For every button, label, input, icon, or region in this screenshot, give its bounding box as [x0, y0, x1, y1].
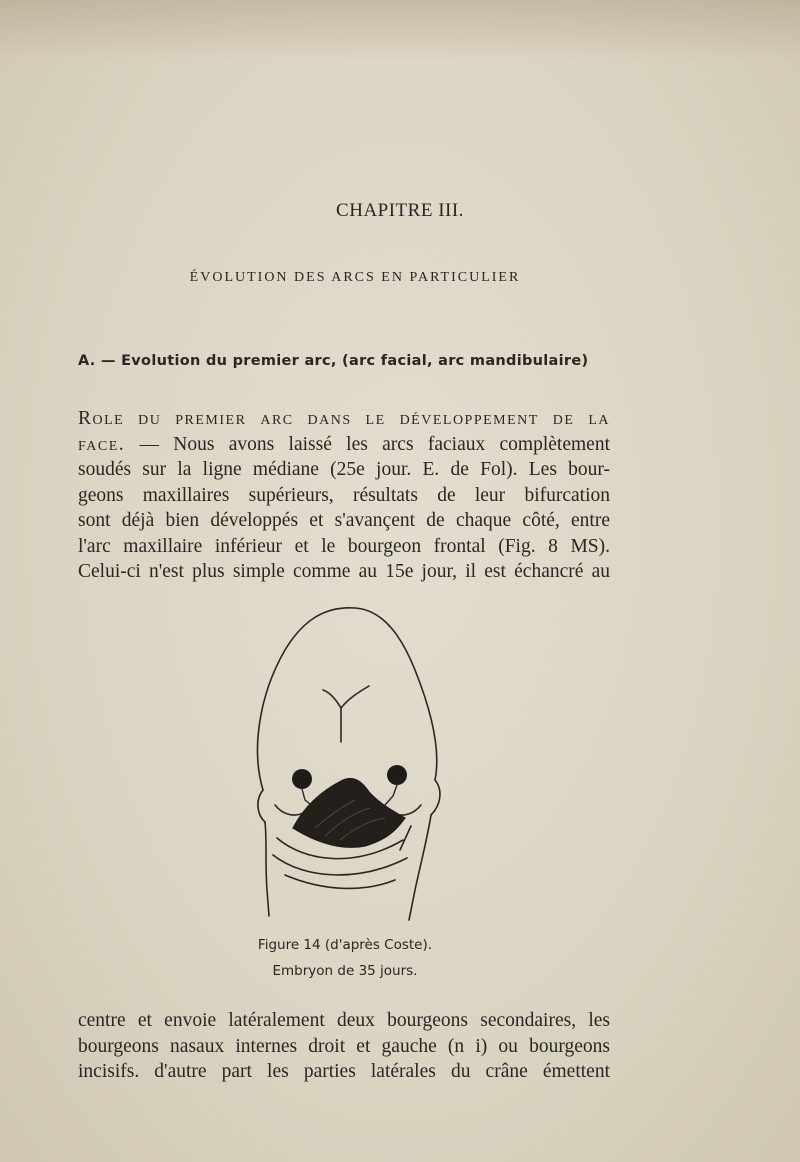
paragraph-1-line-6: l'arc maxillaire inférieur et le bourgeon frontal (Fig. 8 MS). [78, 535, 610, 557]
figure-caption-subtitle: Embryon de 35 jours. [272, 963, 418, 979]
paragraph-2-line-1: centre et envoie latéralement deux bourgeons secondaires, les [78, 1010, 610, 1031]
section-title: ÉVOLUTION DES ARCS EN PARTICULIER [189, 270, 521, 285]
embryo-drawing [245, 600, 445, 930]
paragraph-1-line-5: sont déjà bien développés et s'avançent de chaque côté, entre [78, 510, 610, 531]
chapter-title: CHAPITRE III. [336, 200, 464, 221]
paragraph-2-line-3: incisifs. d'autre part les parties latérales du crâne émettent [78, 1061, 610, 1082]
paragraph-1 [78, 406, 610, 585]
paragraph-1-line-3: soudés sur la ligne médiane (25e jour. E. de Fol). Les bour- [78, 459, 610, 480]
right-nasal-pit-icon [387, 765, 407, 785]
embryo-figure [245, 600, 445, 930]
paragraph-1-lead-face: face. [78, 433, 126, 455]
paragraph-1-line-2 [78, 432, 610, 458]
subsection-heading: A. — Evolution du premier arc, (arc facial, arc mandibulaire) [78, 353, 589, 369]
left-nasal-pit-icon [292, 769, 312, 789]
paragraph-1-line-7: Celui-ci n'est plus simple comme au 15e jour, il est échancré au [78, 561, 610, 582]
paragraph-1-line-4: geons maxillaires supérieurs, résultats de leur bifurcation [78, 484, 610, 506]
paragraph-1-line-1: Role du premier arc dans le développement de la [78, 408, 610, 429]
paragraph-1-line-2-rest: — Nous avons laissé les arcs faciaux complètement [139, 433, 610, 455]
paragraph-2-line-2: bourgeons nasaux internes droit et gauche (n i) ou bourgeons [78, 1035, 610, 1057]
paragraph-2 [78, 1008, 610, 1085]
figure-caption-title: Figure 14 (d'après Coste). [257, 937, 433, 953]
oral-opening [293, 779, 405, 848]
